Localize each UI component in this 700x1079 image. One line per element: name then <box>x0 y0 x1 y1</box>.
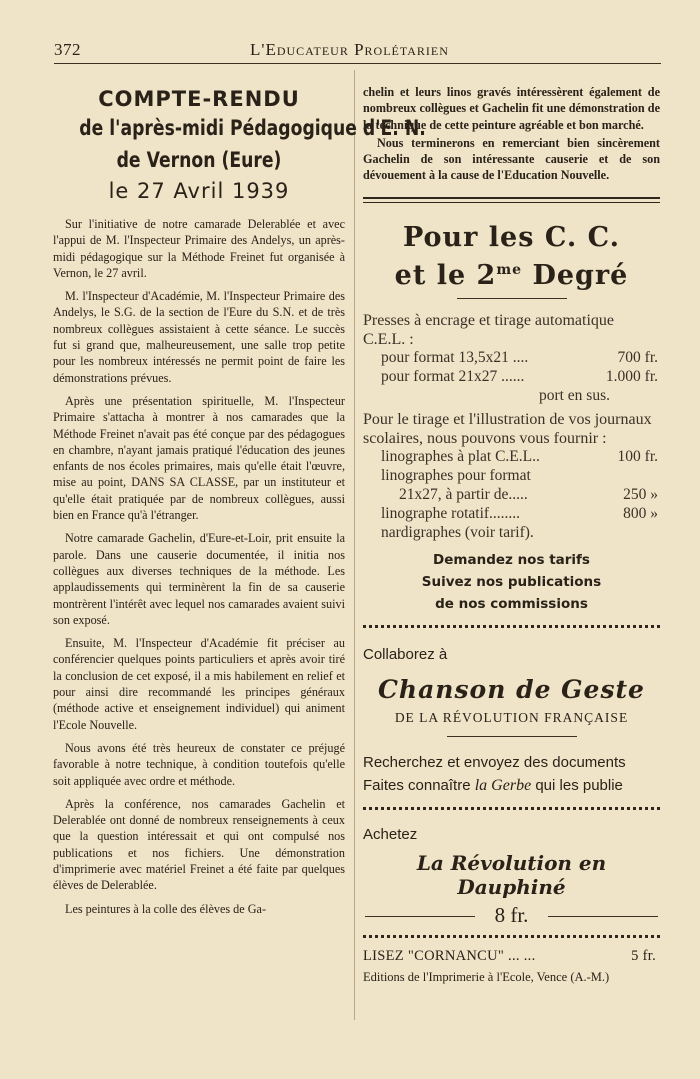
dotted-rule <box>363 625 660 628</box>
price-label: pour format 13,5x21 .... <box>381 348 529 366</box>
section-double-rule <box>363 197 660 203</box>
ad-line <box>363 774 660 797</box>
ad-mid-rule <box>447 736 577 737</box>
ad-line-italic: la Gerbe <box>474 776 532 794</box>
lisez-price: 5 fr. <box>631 947 656 964</box>
ad-collab: Collaborez à <box>363 645 448 663</box>
ad-title-sup: me <box>496 261 523 278</box>
ad-dauphine-price <box>363 903 660 929</box>
ad-line-part: qui les publie <box>531 776 623 794</box>
price-label: linographe rotatif........ <box>381 504 521 522</box>
ad-short-rule <box>457 298 567 299</box>
ad-chanson-title: Chanson de Geste <box>378 674 645 704</box>
lisez-text: LISEZ "CORNANCU" ... ... <box>363 947 536 964</box>
ad-line: Recherchez et envoyez des documents <box>363 753 626 771</box>
ad-line-part: Faites connaître <box>363 776 475 794</box>
ad-cornancu <box>363 948 660 985</box>
price-text: 8 fr. <box>494 902 529 927</box>
right-column <box>363 84 660 985</box>
article-paragraph: Après une présentation spirituelle, M. l'Inspecteur Primaire s'attacha à montrer à nos camarades que la Méthode Freinet n'avait pas été conçue par des pédagogues en chambre, n'ayant jamais pratiqué l'éducation des jeunes enfants de nos écoles primaires, mais qu'elle était l'œuvre, mise au point, DANS SA CLASSE, par un instituteur et qu'elle était pratiquée par de nombreux collègues, aussi bien en France qu'à l'étranger. <box>53 393 345 523</box>
article-title-line3: de Vernon (Eure) <box>116 148 282 172</box>
article-paragraph: Les peintures à la colle des élèves de Ga- <box>65 901 267 916</box>
price-row <box>363 467 660 486</box>
price-row <box>363 505 660 524</box>
port-note <box>363 387 660 406</box>
price-label: linographes pour format <box>381 466 531 484</box>
price-label: pour format 21x27 ...... <box>381 367 525 385</box>
header-rule <box>54 63 661 64</box>
article-paragraph: M. l'Inspecteur d'Académie, M. l'Inspecteur Primaire des Andelys, le S.G. de la section de l'Eure du S.N. et de très nombreux collègues assistaient à cette séance. Le succès fut si grand que, malheureusement, une salle trop petite pour les nombreux intéressés ne permit point de faire les démonstrations prévues. <box>53 289 345 385</box>
ad-chanson-subtitle: DE LA RÉVOLUTION FRANÇAISE <box>394 709 629 725</box>
ad-title-part: Degré <box>522 259 629 291</box>
price-value: 800 » <box>623 504 658 522</box>
article-paragraph: Ensuite, M. l'Inspecteur d'Académie fit préciser au conférencier quelques points particuliers et après avoir tiré la conclusion de cet exposé, il a mis habilement en relief et pour ainsi dire recommandé les principes généraux (méthode active et enseignement individuel) qui animent l'Ecole Nouvelle. <box>53 636 345 732</box>
price-value: 250 » <box>623 485 658 503</box>
price-value: 100 fr. <box>617 447 658 465</box>
column-divider <box>354 70 355 1020</box>
ad-cta: de nos commissions <box>435 595 588 612</box>
ad-intro2: Pour le tirage et l'illustration de vos journaux scolaires, nous pouvons vous fournir : <box>363 410 652 447</box>
price-row <box>363 524 660 543</box>
ad-title-line1: Pour les C. C. <box>402 221 621 253</box>
article-title-date: le 27 Avril 1939 <box>108 179 290 203</box>
price-label: linographes à plat C.E.L.. <box>381 447 540 465</box>
ad-cta: Demandez nos tarifs <box>433 551 590 568</box>
ad-editions: Editions de l'Imprimerie à l'Ecole, Vence (A.-M.) <box>363 969 610 984</box>
price-row <box>363 349 660 368</box>
article-closing: Nous terminerons en remerciant bien sincèrement Gachelin de son intéressante causerie et de son dévouement à la cause de l'Education Nouvelle. <box>363 135 660 183</box>
price-row <box>363 448 660 467</box>
article-title-line2: de l'après-midi Pédagogique d'E. N. <box>79 116 426 140</box>
article-paragraph: Notre camarade Gachelin, d'Eure-et-Loir, prit ensuite la parole. Dans une causerie documentée, il initia nos collègues aux diverses techniques de la méthode. Les applaudissements qui terminèrent la fin de sa causerie montrèrent l'intérêt avec lequel nos camarades avaient suivi son exposé. <box>53 531 345 627</box>
ad-presses <box>363 221 660 615</box>
ad-title-part: et le 2 <box>394 259 497 291</box>
journal-title: L'Educateur Prolétarien <box>250 40 449 59</box>
article-paragraph: Sur l'initiative de notre camarade Delerablée et avec l'appui de M. l'Inspecteur Primaire des Andelys, un après-midi pédagogique sur la Méthode Freinet fut organisée à Vernon, le 27 avril. <box>53 217 345 280</box>
ad-intro: Presses à encrage et tirage automatique C.E.L. : <box>363 311 614 348</box>
page-number: 372 <box>54 40 81 59</box>
ad-dauphine-title: La Révolution en Dauphiné <box>416 850 607 899</box>
price-label: 21x27, à partir de..... <box>399 485 528 503</box>
price-value: 1.000 fr. <box>605 367 658 385</box>
article-paragraph: Après la conférence, nos camarades Gachelin et Delerablée ont donné de nombreux renseignements à ceux que la question intéressait et qui ont compulsé nos publications et nos fichiers. Une démonstration d'imprimerie avec matériel Freinet a été faite par quelques élèves de Delerablée. <box>53 796 345 893</box>
ad-cta: Suivez nos publications <box>421 573 602 590</box>
price-label: nardigraphes (voir tarif). <box>381 523 534 541</box>
ad-title-line2 <box>363 254 660 292</box>
ad-lisez <box>363 948 660 968</box>
ad-achetez: Achetez <box>363 825 418 843</box>
dotted-rule <box>363 935 660 938</box>
port-text: port en sus. <box>538 386 610 404</box>
article-continuation: chelin et leurs linos gravés intéressèrent également de nombreux collègues et Gachelin fit une démonstration de la technique de cette peinture agréable et bon marché. <box>363 85 660 132</box>
article-paragraph: Nous avons été très heureux de constater ce préjugé favorable à notre technique, à condition toutefois qu'elle soit appliquée avec ordre et méthode. <box>53 740 345 788</box>
ad-dauphine <box>363 826 660 929</box>
price-rule <box>548 916 658 917</box>
price-row <box>363 486 660 505</box>
price-row <box>363 368 660 387</box>
ad-chanson <box>363 646 660 797</box>
article-title-line1: COMPTE-RENDU <box>98 87 300 111</box>
price-value: 700 fr. <box>617 348 658 366</box>
dotted-rule <box>363 807 660 810</box>
